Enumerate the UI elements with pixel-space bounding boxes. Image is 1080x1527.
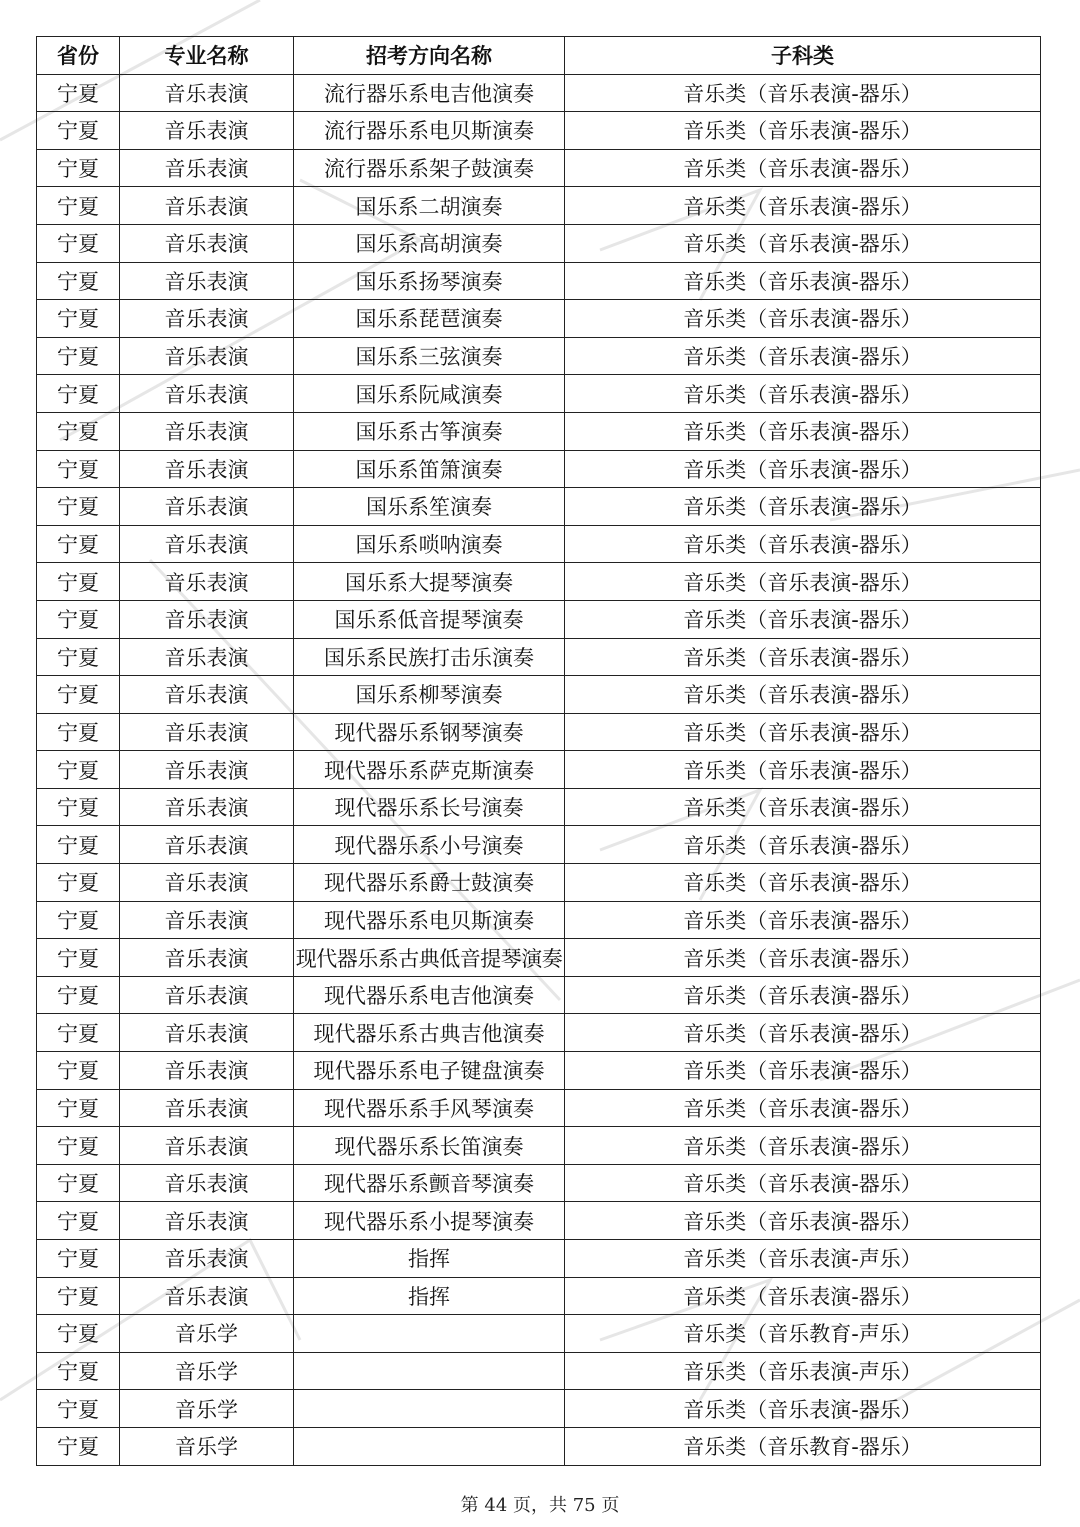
table-row [37,976,1041,1014]
cell-subcategory: 音乐类（音乐表演-器乐） [565,713,1041,751]
cell-subcategory: 音乐类（音乐表演-器乐） [565,74,1041,112]
table-row [37,450,1041,488]
cell-province: 宁夏 [37,525,120,563]
table-row [37,826,1041,864]
cell-direction: 现代器乐系古典吉他演奏 [294,1014,565,1052]
cell-province: 宁夏 [37,676,120,714]
cell-province: 宁夏 [37,337,120,375]
cell-direction: 国乐系二胡演奏 [294,187,565,225]
cell-major: 音乐表演 [120,149,294,187]
cell-direction: 国乐系柳琴演奏 [294,676,565,714]
cell-major: 音乐表演 [120,713,294,751]
cell-direction: 国乐系三弦演奏 [294,337,565,375]
cell-province: 宁夏 [37,1390,120,1428]
table-row [37,112,1041,150]
cell-subcategory: 音乐类（音乐教育-声乐） [565,1315,1041,1353]
cell-province: 宁夏 [37,450,120,488]
cell-subcategory: 音乐类（音乐表演-器乐） [565,412,1041,450]
cell-major: 音乐表演 [120,300,294,338]
cell-subcategory: 音乐类（音乐表演-器乐） [565,337,1041,375]
cell-subcategory: 音乐类（音乐教育-器乐） [565,1427,1041,1465]
cell-province: 宁夏 [37,751,120,789]
cell-province: 宁夏 [37,1164,120,1202]
cell-direction: 现代器乐系手风琴演奏 [294,1089,565,1127]
cell-province: 宁夏 [37,1202,120,1240]
cell-subcategory: 音乐类（音乐表演-器乐） [565,563,1041,601]
cell-province: 宁夏 [37,224,120,262]
cell-subcategory: 音乐类（音乐表演-器乐） [565,450,1041,488]
cell-direction: 现代器乐系萨克斯演奏 [294,751,565,789]
cell-major: 音乐表演 [120,563,294,601]
table-row [37,1202,1041,1240]
table-row [37,375,1041,413]
cell-province: 宁夏 [37,939,120,977]
cell-subcategory: 音乐类（音乐表演-器乐） [565,1014,1041,1052]
table-row [37,1277,1041,1315]
cell-province: 宁夏 [37,300,120,338]
table-row [37,864,1041,902]
cell-direction: 国乐系古筝演奏 [294,412,565,450]
table-row [37,525,1041,563]
cell-province: 宁夏 [37,1240,120,1278]
cell-direction: 国乐系民族打击乐演奏 [294,638,565,676]
cell-major: 音乐表演 [120,1277,294,1315]
cell-subcategory: 音乐类（音乐表演-器乐） [565,939,1041,977]
cell-direction [294,1390,565,1428]
cell-province: 宁夏 [37,600,120,638]
cell-major: 音乐表演 [120,262,294,300]
header-subcategory: 子科类 [565,37,1041,75]
cell-major: 音乐表演 [120,74,294,112]
cell-subcategory: 音乐类（音乐表演-器乐） [565,1052,1041,1090]
cell-major: 音乐表演 [120,864,294,902]
cell-major: 音乐表演 [120,788,294,826]
table-row [37,563,1041,601]
cell-direction: 现代器乐系小提琴演奏 [294,1202,565,1240]
cell-direction: 指挥 [294,1240,565,1278]
admissions-table [36,36,1041,1466]
table-row [37,939,1041,977]
header-major: 专业名称 [120,37,294,75]
cell-province: 宁夏 [37,412,120,450]
cell-direction: 国乐系扬琴演奏 [294,262,565,300]
cell-province: 宁夏 [37,1315,120,1353]
table-row [37,1127,1041,1165]
table-row [37,488,1041,526]
cell-subcategory: 音乐类（音乐表演-器乐） [565,901,1041,939]
table-row [37,1352,1041,1390]
cell-direction: 国乐系唢呐演奏 [294,525,565,563]
table-row [37,751,1041,789]
cell-direction: 现代器乐系电吉他演奏 [294,976,565,1014]
cell-major: 音乐表演 [120,976,294,1014]
cell-subcategory: 音乐类（音乐表演-声乐） [565,1352,1041,1390]
cell-major: 音乐学 [120,1315,294,1353]
table-row [37,1089,1041,1127]
table-row [37,187,1041,225]
cell-direction: 国乐系琵琶演奏 [294,300,565,338]
cell-direction: 流行器乐系架子鼓演奏 [294,149,565,187]
cell-major: 音乐表演 [120,1089,294,1127]
cell-province: 宁夏 [37,1127,120,1165]
cell-major: 音乐表演 [120,525,294,563]
cell-major: 音乐学 [120,1427,294,1465]
cell-province: 宁夏 [37,1352,120,1390]
cell-province: 宁夏 [37,488,120,526]
cell-province: 宁夏 [37,1014,120,1052]
cell-subcategory: 音乐类（音乐表演-器乐） [565,638,1041,676]
cell-direction: 现代器乐系钢琴演奏 [294,713,565,751]
cell-subcategory: 音乐类（音乐表演-器乐） [565,1277,1041,1315]
cell-province: 宁夏 [37,1277,120,1315]
cell-direction: 现代器乐系电贝斯演奏 [294,901,565,939]
cell-subcategory: 音乐类（音乐表演-器乐） [565,1089,1041,1127]
cell-subcategory: 音乐类（音乐表演-器乐） [565,864,1041,902]
cell-major: 音乐表演 [120,1052,294,1090]
cell-subcategory: 音乐类（音乐表演-器乐） [565,976,1041,1014]
table-row [37,638,1041,676]
table-row [37,1315,1041,1353]
cell-major: 音乐表演 [120,187,294,225]
table-header-row [37,37,1041,75]
header-province: 省份 [37,37,120,75]
cell-major: 音乐表演 [120,488,294,526]
cell-province: 宁夏 [37,976,120,1014]
table-row [37,412,1041,450]
cell-province: 宁夏 [37,788,120,826]
table-row [37,1014,1041,1052]
table-row [37,300,1041,338]
cell-direction: 流行器乐系电贝斯演奏 [294,112,565,150]
cell-direction: 现代器乐系颤音琴演奏 [294,1164,565,1202]
table-row [37,1427,1041,1465]
cell-major: 音乐表演 [120,939,294,977]
table-row [37,600,1041,638]
table-row [37,1164,1041,1202]
cell-direction: 流行器乐系电吉他演奏 [294,74,565,112]
table-row [37,676,1041,714]
cell-major: 音乐表演 [120,375,294,413]
cell-subcategory: 音乐类（音乐表演-声乐） [565,1240,1041,1278]
cell-direction: 现代器乐系电子键盘演奏 [294,1052,565,1090]
cell-major: 音乐表演 [120,1202,294,1240]
table-row [37,74,1041,112]
cell-subcategory: 音乐类（音乐表演-器乐） [565,676,1041,714]
cell-direction: 国乐系低音提琴演奏 [294,600,565,638]
cell-direction: 国乐系阮咸演奏 [294,375,565,413]
cell-major: 音乐表演 [120,638,294,676]
cell-subcategory: 音乐类（音乐表演-器乐） [565,1390,1041,1428]
cell-subcategory: 音乐类（音乐表演-器乐） [565,788,1041,826]
cell-major: 音乐表演 [120,1127,294,1165]
cell-direction: 现代器乐系爵士鼓演奏 [294,864,565,902]
cell-direction: 指挥 [294,1277,565,1315]
cell-subcategory: 音乐类（音乐表演-器乐） [565,525,1041,563]
cell-direction [294,1427,565,1465]
cell-major: 音乐表演 [120,1240,294,1278]
cell-direction [294,1315,565,1353]
cell-direction [294,1352,565,1390]
cell-province: 宁夏 [37,1427,120,1465]
cell-province: 宁夏 [37,864,120,902]
cell-province: 宁夏 [37,1089,120,1127]
table-body [37,74,1041,1465]
cell-direction: 国乐系高胡演奏 [294,224,565,262]
cell-province: 宁夏 [37,74,120,112]
cell-subcategory: 音乐类（音乐表演-器乐） [565,751,1041,789]
cell-major: 音乐表演 [120,751,294,789]
cell-direction: 国乐系大提琴演奏 [294,563,565,601]
cell-province: 宁夏 [37,563,120,601]
table-row [37,1052,1041,1090]
table-row [37,788,1041,826]
table-row [37,224,1041,262]
cell-major: 音乐表演 [120,1014,294,1052]
cell-subcategory: 音乐类（音乐表演-器乐） [565,600,1041,638]
cell-major: 音乐表演 [120,337,294,375]
page-number: 第 44 页，共 75 页 [460,1495,620,1516]
cell-subcategory: 音乐类（音乐表演-器乐） [565,488,1041,526]
cell-major: 音乐表演 [120,600,294,638]
cell-province: 宁夏 [37,149,120,187]
cell-subcategory: 音乐类（音乐表演-器乐） [565,300,1041,338]
cell-major: 音乐表演 [120,901,294,939]
cell-major: 音乐表演 [120,412,294,450]
cell-province: 宁夏 [37,112,120,150]
cell-direction: 现代器乐系小号演奏 [294,826,565,864]
cell-province: 宁夏 [37,713,120,751]
table-row [37,901,1041,939]
cell-province: 宁夏 [37,375,120,413]
cell-direction: 现代器乐系古典低音提琴演奏 [294,939,565,977]
cell-subcategory: 音乐类（音乐表演-器乐） [565,224,1041,262]
table-row [37,337,1041,375]
cell-major: 音乐学 [120,1352,294,1390]
cell-province: 宁夏 [37,187,120,225]
cell-province: 宁夏 [37,262,120,300]
cell-subcategory: 音乐类（音乐表演-器乐） [565,112,1041,150]
cell-province: 宁夏 [37,901,120,939]
cell-province: 宁夏 [37,1052,120,1090]
cell-major: 音乐表演 [120,1164,294,1202]
cell-direction: 现代器乐系长笛演奏 [294,1127,565,1165]
cell-province: 宁夏 [37,826,120,864]
table-row [37,1240,1041,1278]
cell-major: 音乐学 [120,1390,294,1428]
cell-subcategory: 音乐类（音乐表演-器乐） [565,1164,1041,1202]
cell-major: 音乐表演 [120,676,294,714]
cell-subcategory: 音乐类（音乐表演-器乐） [565,375,1041,413]
cell-direction: 国乐系笛箫演奏 [294,450,565,488]
table-row [37,713,1041,751]
header-direction: 招考方向名称 [294,37,565,75]
cell-subcategory: 音乐类（音乐表演-器乐） [565,826,1041,864]
cell-subcategory: 音乐类（音乐表演-器乐） [565,1127,1041,1165]
cell-direction: 国乐系笙演奏 [294,488,565,526]
cell-subcategory: 音乐类（音乐表演-器乐） [565,149,1041,187]
cell-major: 音乐表演 [120,826,294,864]
cell-major: 音乐表演 [120,112,294,150]
cell-province: 宁夏 [37,638,120,676]
cell-subcategory: 音乐类（音乐表演-器乐） [565,1202,1041,1240]
table-row [37,1390,1041,1428]
cell-direction: 现代器乐系长号演奏 [294,788,565,826]
cell-major: 音乐表演 [120,224,294,262]
cell-subcategory: 音乐类（音乐表演-器乐） [565,262,1041,300]
table-row [37,149,1041,187]
cell-subcategory: 音乐类（音乐表演-器乐） [565,187,1041,225]
cell-major: 音乐表演 [120,450,294,488]
table-row [37,262,1041,300]
